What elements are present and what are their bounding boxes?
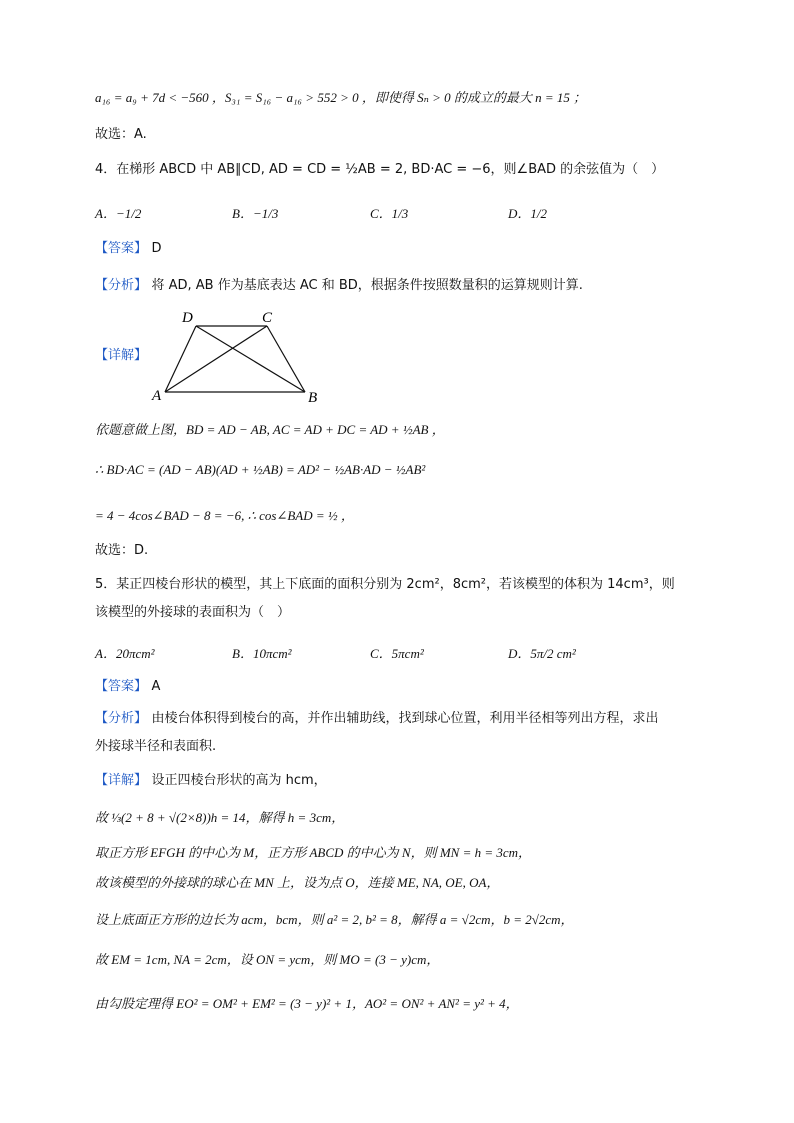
q5-detail-line: 故 ⅓(2 + 8 + √(2×8))h = 14，解得 h = 3cm，: [95, 810, 345, 825]
q5-detail-line: 故该模型的外接球的球心在 MN 上，设为点 O，连接 ME, NA, OE, OA，: [95, 875, 500, 890]
vertex-label-d: D: [182, 310, 193, 326]
q4-answer: [95, 238, 734, 259]
answer-value: D: [151, 241, 162, 256]
question-4-stem: 4．在梯形 ABCD 中 AB∥CD, AD = CD = ½AB = 2, BD·AC = −6，则∠BAD 的余弦值为（ ）: [95, 162, 665, 177]
detail-tag: 【详解】: [95, 773, 148, 788]
detail-text: 设正四棱台形状的高为 hcm，: [151, 773, 327, 788]
edge-cb: [267, 326, 305, 392]
text-line: 故选：A.: [95, 127, 147, 142]
q5-detail-line: 设上底面正方形的边长为 acm，bcm，则 a² = 2, b² = 8，解得 a = √2cm，b = 2√2cm，: [95, 912, 574, 927]
question-5-stem: 5．某正四棱台形状的模型，其上下底面的面积分别为 2cm²，8cm²，若该模型的体积为 14cm³，则: [95, 577, 675, 592]
q5-option-c: C．5πcm²: [370, 646, 424, 661]
question-5-stem: 该模型的外接球的表面积为（ ）: [95, 605, 291, 620]
q4-option-c: C．1/3: [370, 206, 409, 221]
q4-analysis: [95, 275, 734, 296]
q5-detail-line: 取正方形 EFGH 的中心为 M，正方形 ABCD 的中心为 N，则 MN = h = 3cm，: [95, 845, 532, 860]
vertex-label-a: A: [152, 388, 162, 404]
q5-analysis-cont: 外接球半径和表面积.: [95, 739, 217, 754]
q4-option-a: A．−1/2: [95, 206, 142, 221]
diagonal-bd: [196, 326, 305, 392]
q5-detail: [95, 770, 734, 791]
vertex-label-c: C: [262, 310, 273, 326]
q4-detail-line: = 4 − 4cos∠BAD − 8 = −6, ∴ cos∠BAD = ½ ，: [95, 508, 354, 523]
vertex-label-b: B: [308, 390, 318, 406]
q5-detail-line: 由勾股定理得 EO² = OM² + EM² = (3 − y)² + 1，AO² = ON² + AN² = y² + 4，: [95, 996, 519, 1011]
analysis-text: 由棱台体积得到棱台的高，并作出辅助线，找到球心位置，利用半径相等列出方程，求出: [151, 711, 659, 726]
q4-detail-line: 依题意做上图，BD = AD − AB, AC = AD + DC = AD + ½AB ，: [95, 422, 445, 437]
analysis-tag: 【分析】: [95, 711, 148, 726]
analysis-tag: 【分析】: [95, 278, 148, 293]
q5-analysis: [95, 708, 734, 729]
detail-tag: 【详解】: [95, 348, 148, 363]
q5-option-a: A．20πcm²: [95, 646, 155, 661]
q4-detail-line: 故选：D.: [95, 543, 149, 558]
q4-detail-line: ∴ BD·AC = (AD − AB)(AD + ½AB) = AD² − ½AB·AD − ½AB²: [95, 462, 426, 477]
q5-option-b: B．10πcm²: [232, 646, 292, 661]
answer-tag: 【答案】: [95, 241, 148, 256]
trapezoid-figure: [150, 308, 330, 408]
answer-tag: 【答案】: [95, 679, 148, 694]
analysis-text: 将 AD, AB 作为基底表达 AC 和 BD，根据条件按照数量积的运算规则计算.: [151, 278, 583, 293]
q4-option-d: D．1/2: [508, 206, 548, 221]
q5-detail-line: 故 EM = 1cm, NA = 2cm，设 ON = ycm，则 MO = (3 − y)cm，: [95, 952, 440, 967]
q4-option-b: B．−1/3: [232, 206, 279, 221]
answer-value: A: [151, 679, 161, 694]
q5-option-d: D．5π/2 cm²: [508, 646, 576, 661]
q5-answer: [95, 676, 734, 697]
text-line: a₁₆ = a₉ + 7d < −560 ，S₃₁ = S₁₆ − a₁₆ > 552 > 0 ，即使得 Sₙ > 0 的成立的最大 n = 15 ；: [95, 90, 587, 105]
